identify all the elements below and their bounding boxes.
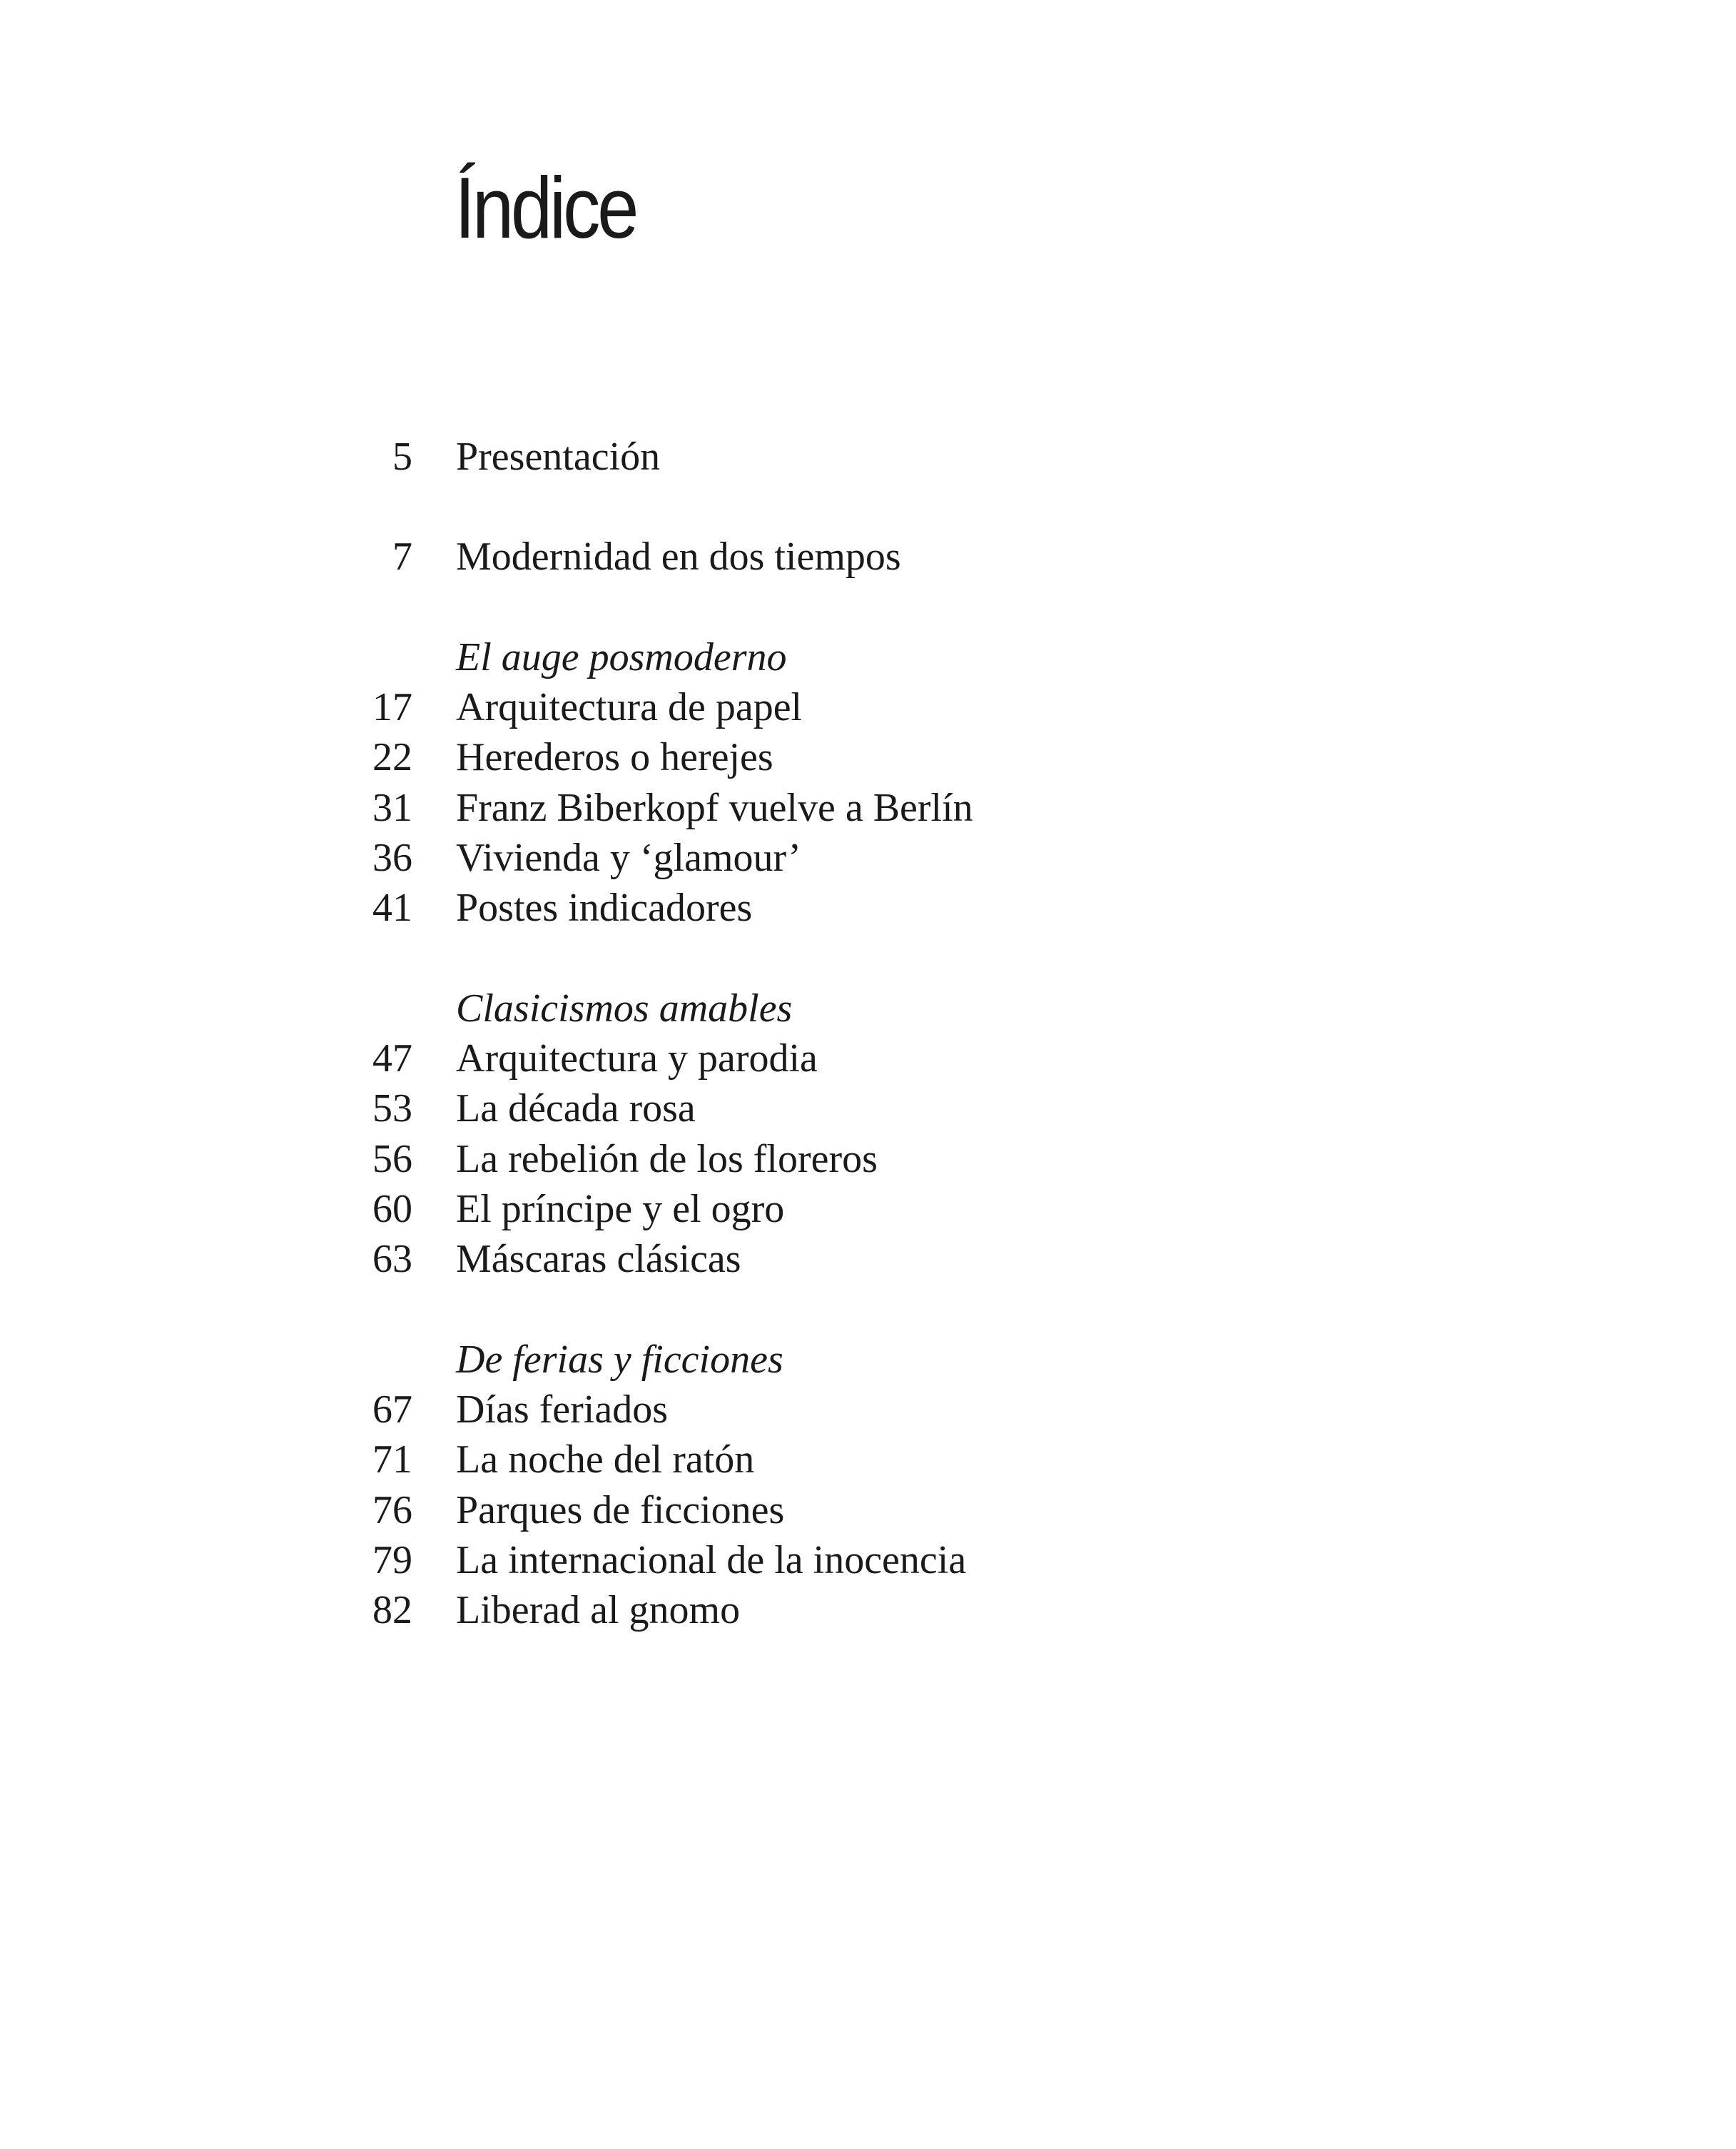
toc-page-number: 36: [372, 836, 412, 880]
toc-entry-title: La década rosa: [456, 1086, 696, 1131]
toc-entry-title: Herederos o herejes: [456, 735, 773, 779]
toc-entry-title: El príncipe y el ogro: [456, 1187, 785, 1231]
toc-entry-title: Modernidad en dos tiempos: [456, 535, 901, 579]
toc-page-number: 82: [372, 1588, 412, 1632]
toc-page-number: 47: [372, 1036, 412, 1081]
toc-page-number: 79: [372, 1538, 412, 1582]
section-title: Clasicismos amables: [456, 986, 793, 1031]
toc-page-number: 56: [372, 1137, 412, 1181]
toc-entry-title: Arquitectura de papel: [456, 685, 803, 729]
toc-entry-title: La noche del ratón: [456, 1437, 755, 1482]
toc-page-number: 67: [372, 1387, 412, 1432]
section-title: El auge posmoderno: [456, 635, 787, 679]
toc-page-number: 53: [372, 1086, 412, 1131]
toc-page-number: 17: [372, 685, 412, 729]
toc-page-number: 31: [372, 786, 412, 830]
toc-page-number: 5: [392, 435, 412, 479]
toc-entry-title: Máscaras clásicas: [456, 1237, 741, 1281]
toc-entry-title: Franz Biberkopf vuelve a Berlín: [456, 786, 973, 830]
toc-page-number: 7: [392, 535, 412, 579]
section-title: De ferias y ficciones: [456, 1338, 783, 1382]
toc-entry-title: Días feriados: [456, 1387, 669, 1432]
page-title: Índice: [455, 159, 636, 256]
toc-entry-title: Parques de ficciones: [456, 1488, 785, 1532]
toc-page-number: 76: [372, 1488, 412, 1532]
toc-entry-title: Vivienda y ‘glamour’: [456, 836, 801, 880]
toc-entry-title: Presentación: [456, 435, 661, 479]
toc-page-number: 71: [372, 1437, 412, 1482]
toc-entry-title: Postes indicadores: [456, 886, 753, 930]
toc-entry-title: La rebelión de los floreros: [456, 1137, 878, 1181]
toc-page-number: 22: [372, 735, 412, 779]
toc-entry-title: Liberad al gnomo: [456, 1588, 741, 1632]
toc-page-number: 63: [372, 1237, 412, 1281]
toc-page-number: 41: [372, 886, 412, 930]
toc-entry-title: La internacional de la inocencia: [456, 1538, 967, 1582]
toc-entry-title: Arquitectura y parodia: [456, 1036, 818, 1081]
toc-page-number: 60: [372, 1187, 412, 1231]
